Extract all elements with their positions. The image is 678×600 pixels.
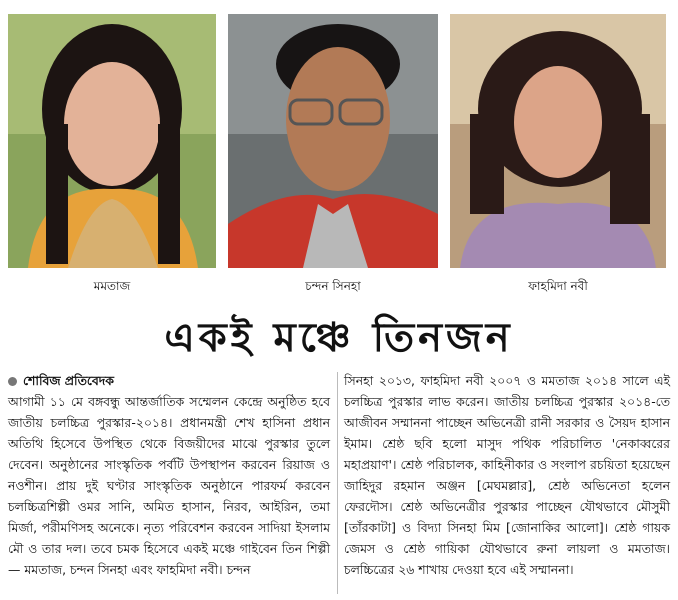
column-2-text: সিনহা ২০১৩, ফাহমিদা নবী ২০০৭ ও মমতাজ ২০১৪ সালে এই চলচ্চিত্র পুরস্কার লাভ করেন। জাতীয় চলচ্চিত্র পুরস্কার ২০১৪-তে আজীবন সম্মাননা পাচ্ছেন অভিনেত্রী রানী সরকার ও সৈয়দ হাসান ইমাম। শ্রেষ্ঠ ছবি হলো মাসুদ পথিক পরিচালিত 'নেকাব্বরের মহাপ্রয়াণ'। শ্রেষ্ঠ পরিচালক, কাহিনীকার ও সংলাপ রচয়িতা হয়েছেন জাহিদুর রহমান অঞ্জন [মেঘমল্লার], শ্রেষ্ঠ অভিনেতা হলেন ফেরদৌস। শ্রেষ্ঠ অভিনেত্রীর পুরস্কার পাচ্ছেন যৌথভাবে মৌসুমী [তাঁরকাটা] ও বিদ্যা সিনহা মিম [জোনাকির আলো]। শ্রেষ্ঠ গায়ক জেমস ও শ্রেষ্ঠ গায়িকা যৌথভাবে রুনা লায়লা ও মমতাজ। চলচ্চিত্রের ২৬ শাখায় দেওয়া হবে এই সম্মাননা। — [344, 373, 670, 577]
bullet-icon — [8, 377, 17, 386]
photo-caption-2: চন্দন সিনহা — [305, 279, 361, 293]
photo-chandan-sinha — [228, 14, 438, 268]
byline-text: শোবিজ প্রতিবেদক — [23, 373, 114, 388]
column-1-text: আগামী ১১ মে বঙ্গবন্ধু আন্তর্জাতিক সম্মেলন কেন্দ্রে অনুষ্ঠিত হবে জাতীয় চলচ্চিত্র পুরস্কার-২০১৪। প্রধানমন্ত্রী শেখ হাসিনা প্রধান অতিথি হিসেবে উপস্থিত থেকে বিজয়ীদের মাঝে পুরস্কার তুলে দেবেন। অনুষ্ঠানের সাংস্কৃতিক পর্বটি উপস্থাপন করবেন রিয়াজ ও নওশীন। প্রায় দুই ঘণ্টার সাংস্কৃতিক অনুষ্ঠানে পারফর্ম করবেন চলচ্চিত্রশিল্পী ওমর সানি, অমিত হাসান, নিরব, আইরিন, তমা মির্জা, পরীমণিসহ অনেকে। নৃত্য পরিবেশন করবেন সাদিয়া ইসলাম মৌ ও তার দল। তবে চমক হিসেবে একই মঞ্চে গাইবেন তিন শিল্পী— মমতাজ, চন্দন সিনহা এবং ফাহমিদা নবী। চন্দন — [8, 394, 330, 577]
headline: একই মঞ্চে তিনজন — [164, 315, 514, 361]
photo-caption-1: মমতাজ — [93, 279, 131, 293]
photo-momtaz — [8, 14, 216, 268]
photo-fahmida-nabi — [450, 14, 666, 268]
photo-caption-3: ফাহমিদা নবী — [528, 279, 588, 293]
article-column-1 — [8, 370, 330, 580]
byline — [8, 370, 330, 391]
column-divider — [337, 372, 338, 594]
article-column-2 — [344, 370, 670, 580]
